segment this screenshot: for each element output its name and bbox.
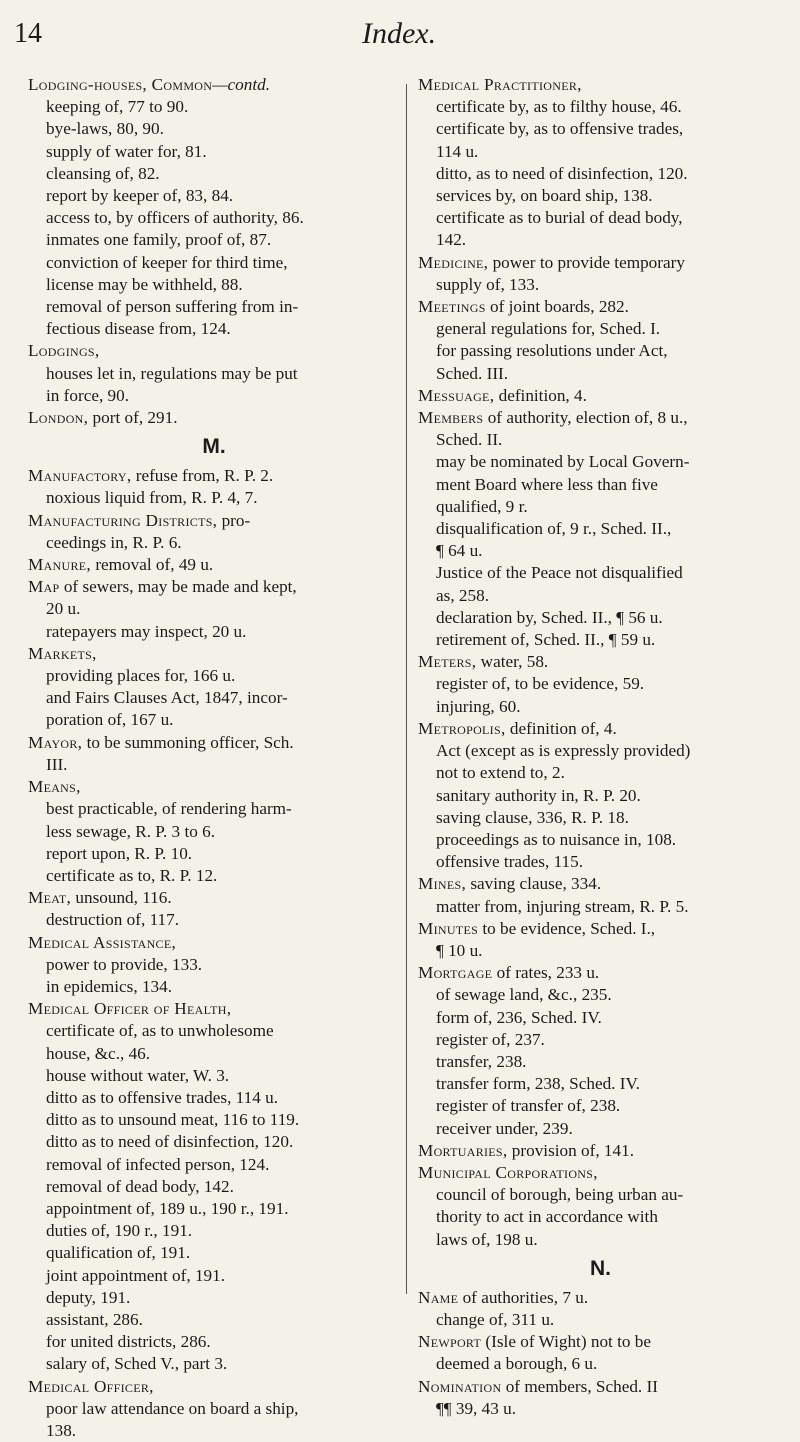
index-subentry: removal of infected person, 124. xyxy=(46,1154,270,1174)
index-subentry: form of, 236, Sched. IV. xyxy=(436,1007,602,1027)
index-entry-heading xyxy=(418,1140,783,1162)
index-subentry: deputy, 191. xyxy=(46,1287,131,1307)
entry-term: Medical Practitioner, xyxy=(418,75,582,94)
entry-term: Markets, xyxy=(28,643,97,663)
index-entry-heading xyxy=(28,732,400,754)
index-continuation-line: ¶ 10 u. xyxy=(436,940,483,960)
entry-reference: of sewers, may be made and kept, xyxy=(59,577,297,597)
index-subentry: providing places for, 166 u. xyxy=(46,666,236,686)
index-subentry: sanitary authority in, R. P. 20. xyxy=(436,785,641,805)
entry-term: Mines, xyxy=(418,874,467,894)
index-continuation-line: supply of, 133. xyxy=(436,274,540,294)
index-subentry: Justice of the Peace not disqualified xyxy=(436,563,683,583)
index-subentry: best practicable, of rendering harm- xyxy=(46,799,292,819)
index-entry-heading xyxy=(418,1376,783,1398)
index-subentry: certificate of, as to unwholesome xyxy=(46,1021,274,1041)
index-subentry: ditto as to need of disinfection, 120. xyxy=(46,1132,294,1152)
index-continuation-line: 138. xyxy=(46,1420,77,1440)
entry-term: Mortuaries, xyxy=(418,1140,508,1160)
entry-reference: of members, Sched. II xyxy=(501,1376,658,1396)
entry-term: Meetings xyxy=(418,297,486,317)
entry-reference: (Isle of Wight) not to be xyxy=(481,1332,652,1352)
index-subentry: removal of person suffering from in- xyxy=(46,297,299,317)
entry-term: Manufacturing Districts, xyxy=(28,510,218,530)
index-continuation-line: license may be withheld, 88. xyxy=(46,274,243,294)
index-entry-heading xyxy=(418,1162,783,1184)
index-entry-heading xyxy=(418,74,783,96)
index-subentry: change of, 311 u. xyxy=(436,1309,555,1329)
index-continuation-line: laws of, 198 u. xyxy=(436,1229,538,1249)
entry-reference: of authorities, 7 u. xyxy=(458,1287,589,1307)
entry-term: Municipal Corporations, xyxy=(418,1162,598,1182)
index-continuation-line: 114 u. xyxy=(436,141,479,161)
entry-term: Metropolis, xyxy=(418,718,506,738)
page-number: 14 xyxy=(14,18,42,49)
index-subentry: saving clause, 336, R. P. 18. xyxy=(436,807,629,827)
index-continuation-line: ment Board where less than five xyxy=(436,474,658,494)
index-entry-heading xyxy=(418,407,783,429)
index-entry-heading xyxy=(418,962,783,984)
entry-reference: removal of, 49 u. xyxy=(91,555,214,575)
entry-term: Meat, xyxy=(28,888,72,908)
index-subentry: ditto, as to need of disinfection, 120. xyxy=(436,163,688,183)
index-continuation-line: ¶¶ 39, 43 u. xyxy=(436,1398,517,1418)
index-subentry: disqualification of, 9 r., Sched. II., xyxy=(436,519,672,539)
entry-term: Medical Assistance, xyxy=(28,932,177,952)
index-subentry: joint appointment of, 191. xyxy=(46,1265,226,1285)
index-continuation-line: Sched. II. xyxy=(436,430,503,450)
index-subentry: assistant, 286. xyxy=(46,1309,143,1329)
entry-term: Medical Officer of Health, xyxy=(28,999,232,1019)
index-subentry: access to, by officers of authority, 86. xyxy=(46,208,304,228)
index-subentry: and Fairs Clauses Act, 1847, incor- xyxy=(46,688,288,708)
index-entry-heading xyxy=(28,1376,400,1398)
index-continuation-line: as, 258. xyxy=(436,585,489,605)
index-subentry: services by, on board ship, 138. xyxy=(436,186,653,206)
index-subentry: offensive trades, 115. xyxy=(436,852,584,872)
index-subentry: cleansing of, 82. xyxy=(46,163,160,183)
index-entry-heading xyxy=(28,643,400,665)
index-subentry: certificate as to, R. P. 12. xyxy=(46,865,218,885)
index-continuation-line: 20 u. xyxy=(46,599,81,619)
index-continuation-line: less sewage, R. P. 3 to 6. xyxy=(46,821,216,841)
index-subentry: appointment of, 189 u., 190 r., 191. xyxy=(46,1198,289,1218)
index-subentry: ratepayers may inspect, 20 u. xyxy=(46,621,247,641)
index-subentry: in epidemics, 134. xyxy=(46,976,173,996)
entry-reference: of joint boards, 282. xyxy=(485,297,629,317)
index-entry-heading xyxy=(28,340,400,362)
index-subentry: for united districts, 286. xyxy=(46,1332,211,1352)
index-entry-heading xyxy=(28,576,400,598)
index-continuation-line: ¶ 64 u. xyxy=(436,541,483,561)
entry-reference: refuse from, R. P. 2. xyxy=(131,466,274,486)
index-subentry: poor law attendance on board a ship, xyxy=(46,1398,299,1418)
index-entry-heading xyxy=(418,718,783,740)
index-column-right xyxy=(418,74,783,1420)
index-column-left xyxy=(28,74,400,1442)
index-subentry: council of borough, being urban au- xyxy=(436,1185,684,1205)
index-entry-heading xyxy=(418,651,783,673)
index-subentry: ditto as to unsound meat, 116 to 119. xyxy=(46,1110,300,1130)
index-subentry: certificate by, as to offensive trades, xyxy=(436,119,684,139)
index-continuation-line: ceedings in, R. P. 6. xyxy=(46,532,182,552)
entry-term: Means, xyxy=(28,777,81,797)
index-continuation-line: house, &c., 46. xyxy=(46,1043,151,1063)
entry-term: Mayor, xyxy=(28,732,83,752)
index-subentry: transfer form, 238, Sched. IV. xyxy=(436,1074,640,1094)
index-entry-heading xyxy=(28,887,400,909)
entry-reference: of authority, election of, 8 u., xyxy=(483,408,688,428)
index-subentry: supply of water for, 81. xyxy=(46,141,207,161)
index-subentry: duties of, 190 r., 191. xyxy=(46,1221,193,1241)
column-divider xyxy=(406,84,407,1294)
entry-term: Medical Officer, xyxy=(28,1376,154,1396)
index-entry-heading xyxy=(418,1331,783,1353)
entry-reference: —contd. xyxy=(212,75,270,94)
index-subentry: removal of dead body, 142. xyxy=(46,1176,234,1196)
index-subentry: proceedings as to nuisance in, 108. xyxy=(436,829,677,849)
running-title: Index. xyxy=(362,17,437,50)
index-continuation-line: poration of, 167 u. xyxy=(46,710,174,730)
index-subentry: certificate by, as to filthy house, 46. xyxy=(436,97,682,117)
entry-term: Mortgage xyxy=(418,963,493,983)
index-entry-heading xyxy=(418,873,783,895)
entry-term: Messuage, xyxy=(418,385,495,405)
index-subentry: destruction of, 117. xyxy=(46,910,180,930)
index-subentry: for passing resolutions under Act, xyxy=(436,341,668,361)
index-subentry: qualification of, 191. xyxy=(46,1243,191,1263)
entry-reference: provision of, 141. xyxy=(507,1140,635,1160)
index-continuation-line: not to extend to, 2. xyxy=(436,763,565,783)
index-subentry: report upon, R. P. 10. xyxy=(46,843,193,863)
index-subentry: Act (except as is expressly provided) xyxy=(436,741,691,761)
index-subentry: declaration by, Sched. II., ¶ 56 u. xyxy=(436,607,663,627)
index-subentry: receiver under, 239. xyxy=(436,1118,573,1138)
index-continuation-line: fectious disease from, 124. xyxy=(46,319,231,339)
index-entry-heading xyxy=(28,998,400,1020)
index-subentry: keeping of, 77 to 90. xyxy=(46,97,189,117)
index-entry-heading xyxy=(28,407,400,429)
index-subentry: report by keeper of, 83, 84. xyxy=(46,186,234,206)
index-entry-heading xyxy=(418,252,783,274)
entry-term: Map xyxy=(28,577,60,597)
entry-term: Minutes xyxy=(418,918,479,938)
index-entry-heading xyxy=(28,465,400,487)
index-subentry: power to provide, 133. xyxy=(46,954,203,974)
index-subentry: may be nominated by Local Govern- xyxy=(436,452,690,472)
index-subentry: conviction of keeper for third time, xyxy=(46,252,288,272)
entry-reference: definition of, 4. xyxy=(505,718,617,738)
entry-term: Manure, xyxy=(28,555,92,575)
entry-reference: unsound, 116. xyxy=(71,888,172,908)
entry-reference: water, 58. xyxy=(476,652,549,672)
index-subentry: of sewage land, &c., 235. xyxy=(436,985,612,1005)
index-continuation-line: Sched. III. xyxy=(436,363,509,383)
index-continuation-line: qualified, 9 r. xyxy=(436,496,528,516)
entry-term: Meters, xyxy=(418,652,477,672)
index-entry-heading xyxy=(28,932,400,954)
entry-reference: saving clause, 334. xyxy=(466,874,602,894)
entry-term: Newport xyxy=(418,1332,482,1352)
index-subentry: bye-laws, 80, 90. xyxy=(46,119,164,139)
index-subentry: injuring, 60. xyxy=(436,696,521,716)
index-entry-heading xyxy=(28,510,400,532)
index-entry-heading xyxy=(418,385,783,407)
index-subentry: house without water, W. 3. xyxy=(46,1065,230,1085)
index-subentry: ditto as to offensive trades, 114 u. xyxy=(46,1087,278,1107)
index-continuation-line: deemed a borough, 6 u. xyxy=(436,1354,598,1374)
entry-term: Nomination xyxy=(418,1376,502,1396)
entry-term: Lodgings, xyxy=(28,341,100,361)
index-subentry: matter from, injuring stream, R. P. 5. xyxy=(436,896,689,916)
entry-term: Members xyxy=(418,408,484,428)
entry-term: Medicine, xyxy=(418,252,489,272)
index-entry-heading xyxy=(28,74,400,96)
index-subentry: register of, to be evidence, 59. xyxy=(436,674,645,694)
entry-reference: port of, 291. xyxy=(88,408,178,428)
index-subentry: certificate as to burial of dead body, xyxy=(436,208,683,228)
section-letter: M. xyxy=(202,435,226,459)
entry-term: Manufactory, xyxy=(28,466,132,486)
index-subentry: general regulations for, Sched. I. xyxy=(436,319,661,339)
entry-term: London, xyxy=(28,408,89,428)
section-letter: N. xyxy=(590,1256,611,1280)
index-entry-heading xyxy=(418,296,783,318)
entry-reference: to be summoning officer, Sch. xyxy=(82,732,294,752)
index-subentry: retirement of, Sched. II., ¶ 59 u. xyxy=(436,630,656,650)
index-entry-heading xyxy=(28,554,400,576)
entry-term: Name xyxy=(418,1287,459,1307)
entry-reference: power to provide temporary xyxy=(488,252,685,272)
entry-reference: of rates, 233 u. xyxy=(492,963,600,983)
index-subentry: transfer, 238. xyxy=(436,1051,527,1071)
index-subentry: noxious liquid from, R. P. 4, 7. xyxy=(46,488,258,508)
entry-reference: pro- xyxy=(217,510,251,530)
index-subentry: register of transfer of, 238. xyxy=(436,1096,621,1116)
entry-reference: definition, 4. xyxy=(494,385,587,405)
index-subentry: inmates one family, proof of, 87. xyxy=(46,230,272,250)
entry-reference: to be evidence, Sched. I., xyxy=(478,918,656,938)
index-continuation-line: 142. xyxy=(436,230,467,250)
index-subentry: salary of, Sched V., part 3. xyxy=(46,1354,228,1374)
entry-term: Lodging-houses, Common xyxy=(28,75,213,94)
index-entry-heading xyxy=(28,776,400,798)
index-subentry: register of, 237. xyxy=(436,1029,545,1049)
index-continuation-line: in force, 90. xyxy=(46,385,130,405)
index-subentry: houses let in, regulations may be put xyxy=(46,363,298,383)
index-entry-heading xyxy=(418,918,783,940)
index-continuation-line: thority to act in accordance with xyxy=(436,1207,658,1227)
index-continuation-line: III. xyxy=(46,754,68,774)
